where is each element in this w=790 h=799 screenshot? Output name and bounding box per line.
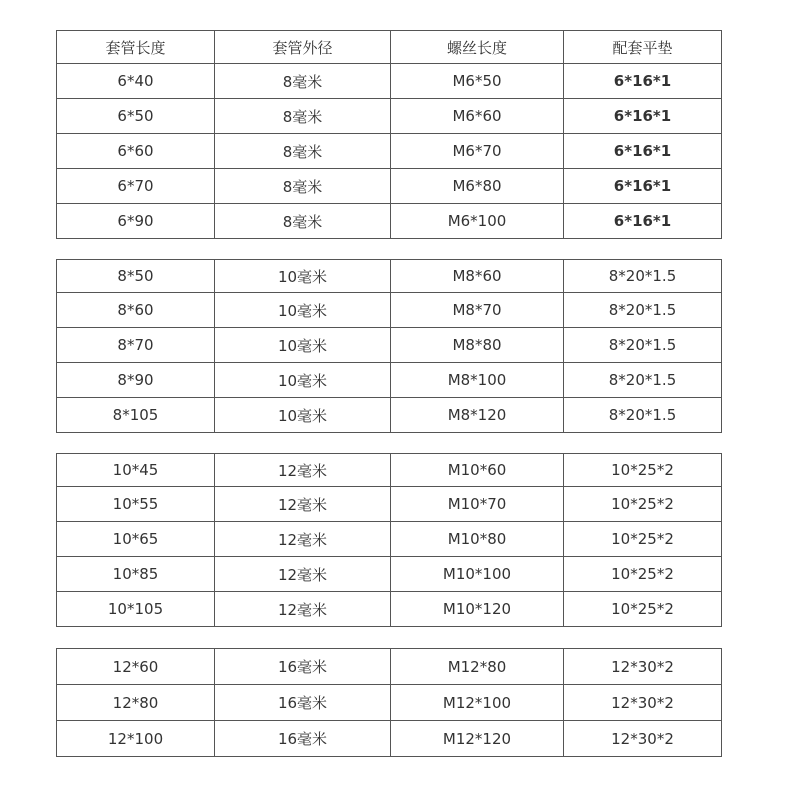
washer-cell: 10*25*2 bbox=[564, 522, 722, 557]
screw-length-cell: M10*100 bbox=[391, 557, 564, 592]
sleeve-length-cell: 10*65 bbox=[57, 522, 215, 557]
spec-table-m10 bbox=[56, 453, 722, 627]
sleeve-diameter-cell: 8毫米 bbox=[215, 99, 391, 134]
washer-cell: 6*16*1 bbox=[564, 99, 722, 134]
screw-length-cell: M6*60 bbox=[391, 99, 564, 134]
screw-length-cell: M12*100 bbox=[391, 685, 564, 721]
sleeve-diameter-cell: 8毫米 bbox=[215, 134, 391, 169]
sleeve-length-cell: 6*60 bbox=[57, 134, 215, 169]
table-row bbox=[57, 328, 722, 363]
sleeve-length-cell: 10*45 bbox=[57, 454, 215, 487]
sleeve-diameter-cell: 8毫米 bbox=[215, 169, 391, 204]
washer-cell: 8*20*1.5 bbox=[564, 260, 722, 293]
washer-cell: 12*30*2 bbox=[564, 649, 722, 685]
table-row bbox=[57, 522, 722, 557]
washer-cell: 8*20*1.5 bbox=[564, 363, 722, 398]
table-row bbox=[57, 363, 722, 398]
screw-length-cell: M6*80 bbox=[391, 169, 564, 204]
screw-length-cell: M10*60 bbox=[391, 454, 564, 487]
header-row bbox=[57, 31, 722, 64]
sleeve-length-cell: 10*105 bbox=[57, 592, 215, 627]
header-screw-length: 螺丝长度 bbox=[391, 31, 564, 64]
washer-cell: 10*25*2 bbox=[564, 487, 722, 522]
spec-table-m12 bbox=[56, 648, 722, 757]
screw-length-cell: M8*80 bbox=[391, 328, 564, 363]
table-row bbox=[57, 454, 722, 487]
sleeve-diameter-cell: 8毫米 bbox=[215, 64, 391, 99]
screw-length-cell: M8*100 bbox=[391, 363, 564, 398]
sleeve-diameter-cell: 10毫米 bbox=[215, 293, 391, 328]
washer-cell: 10*25*2 bbox=[564, 592, 722, 627]
washer-cell: 10*25*2 bbox=[564, 557, 722, 592]
table-row bbox=[57, 293, 722, 328]
screw-length-cell: M8*120 bbox=[391, 398, 564, 433]
sleeve-diameter-cell: 12毫米 bbox=[215, 454, 391, 487]
sleeve-diameter-cell: 10毫米 bbox=[215, 363, 391, 398]
sleeve-length-cell: 6*70 bbox=[57, 169, 215, 204]
table-row bbox=[57, 487, 722, 522]
table-row bbox=[57, 685, 722, 721]
sleeve-length-cell: 6*90 bbox=[57, 204, 215, 239]
washer-cell: 8*20*1.5 bbox=[564, 293, 722, 328]
sleeve-diameter-cell: 12毫米 bbox=[215, 522, 391, 557]
screw-length-cell: M6*100 bbox=[391, 204, 564, 239]
table-row bbox=[57, 204, 722, 239]
sleeve-length-cell: 10*85 bbox=[57, 557, 215, 592]
screw-length-cell: M8*60 bbox=[391, 260, 564, 293]
sleeve-diameter-cell: 10毫米 bbox=[215, 398, 391, 433]
screw-length-cell: M8*70 bbox=[391, 293, 564, 328]
washer-cell: 6*16*1 bbox=[564, 169, 722, 204]
sleeve-diameter-cell: 16毫米 bbox=[215, 649, 391, 685]
sleeve-diameter-cell: 16毫米 bbox=[215, 685, 391, 721]
sleeve-diameter-cell: 10毫米 bbox=[215, 260, 391, 293]
sleeve-length-cell: 8*105 bbox=[57, 398, 215, 433]
sleeve-length-cell: 12*60 bbox=[57, 649, 215, 685]
table-row bbox=[57, 64, 722, 99]
header-sleeve-diameter: 套管外径 bbox=[215, 31, 391, 64]
sleeve-length-cell: 6*50 bbox=[57, 99, 215, 134]
screw-length-cell: M6*50 bbox=[391, 64, 564, 99]
header-sleeve-length: 套管长度 bbox=[57, 31, 215, 64]
table-row bbox=[57, 592, 722, 627]
sleeve-diameter-cell: 12毫米 bbox=[215, 487, 391, 522]
screw-length-cell: M10*120 bbox=[391, 592, 564, 627]
screw-length-cell: M6*70 bbox=[391, 134, 564, 169]
header-flat-washer: 配套平垫 bbox=[564, 31, 722, 64]
sleeve-length-cell: 6*40 bbox=[57, 64, 215, 99]
table-row bbox=[57, 134, 722, 169]
washer-cell: 10*25*2 bbox=[564, 454, 722, 487]
table-row bbox=[57, 557, 722, 592]
screw-length-cell: M10*80 bbox=[391, 522, 564, 557]
screw-length-cell: M12*120 bbox=[391, 721, 564, 757]
washer-cell: 6*16*1 bbox=[564, 204, 722, 239]
washer-cell: 8*20*1.5 bbox=[564, 328, 722, 363]
table-row bbox=[57, 99, 722, 134]
washer-cell: 6*16*1 bbox=[564, 134, 722, 169]
table-row bbox=[57, 260, 722, 293]
washer-cell: 12*30*2 bbox=[564, 685, 722, 721]
sleeve-length-cell: 8*60 bbox=[57, 293, 215, 328]
washer-cell: 8*20*1.5 bbox=[564, 398, 722, 433]
sleeve-diameter-cell: 8毫米 bbox=[215, 204, 391, 239]
sleeve-length-cell: 12*100 bbox=[57, 721, 215, 757]
table-row bbox=[57, 169, 722, 204]
washer-cell: 6*16*1 bbox=[564, 64, 722, 99]
sleeve-diameter-cell: 12毫米 bbox=[215, 557, 391, 592]
sleeve-length-cell: 8*70 bbox=[57, 328, 215, 363]
washer-cell: 12*30*2 bbox=[564, 721, 722, 757]
spec-table-m6 bbox=[56, 30, 722, 239]
sleeve-diameter-cell: 16毫米 bbox=[215, 721, 391, 757]
sleeve-diameter-cell: 10毫米 bbox=[215, 328, 391, 363]
table-row bbox=[57, 398, 722, 433]
screw-length-cell: M10*70 bbox=[391, 487, 564, 522]
sleeve-length-cell: 10*55 bbox=[57, 487, 215, 522]
spec-table-m8 bbox=[56, 259, 722, 433]
screw-length-cell: M12*80 bbox=[391, 649, 564, 685]
sleeve-length-cell: 12*80 bbox=[57, 685, 215, 721]
sleeve-diameter-cell: 12毫米 bbox=[215, 592, 391, 627]
sleeve-length-cell: 8*50 bbox=[57, 260, 215, 293]
table-row bbox=[57, 649, 722, 685]
sleeve-length-cell: 8*90 bbox=[57, 363, 215, 398]
table-row bbox=[57, 721, 722, 757]
